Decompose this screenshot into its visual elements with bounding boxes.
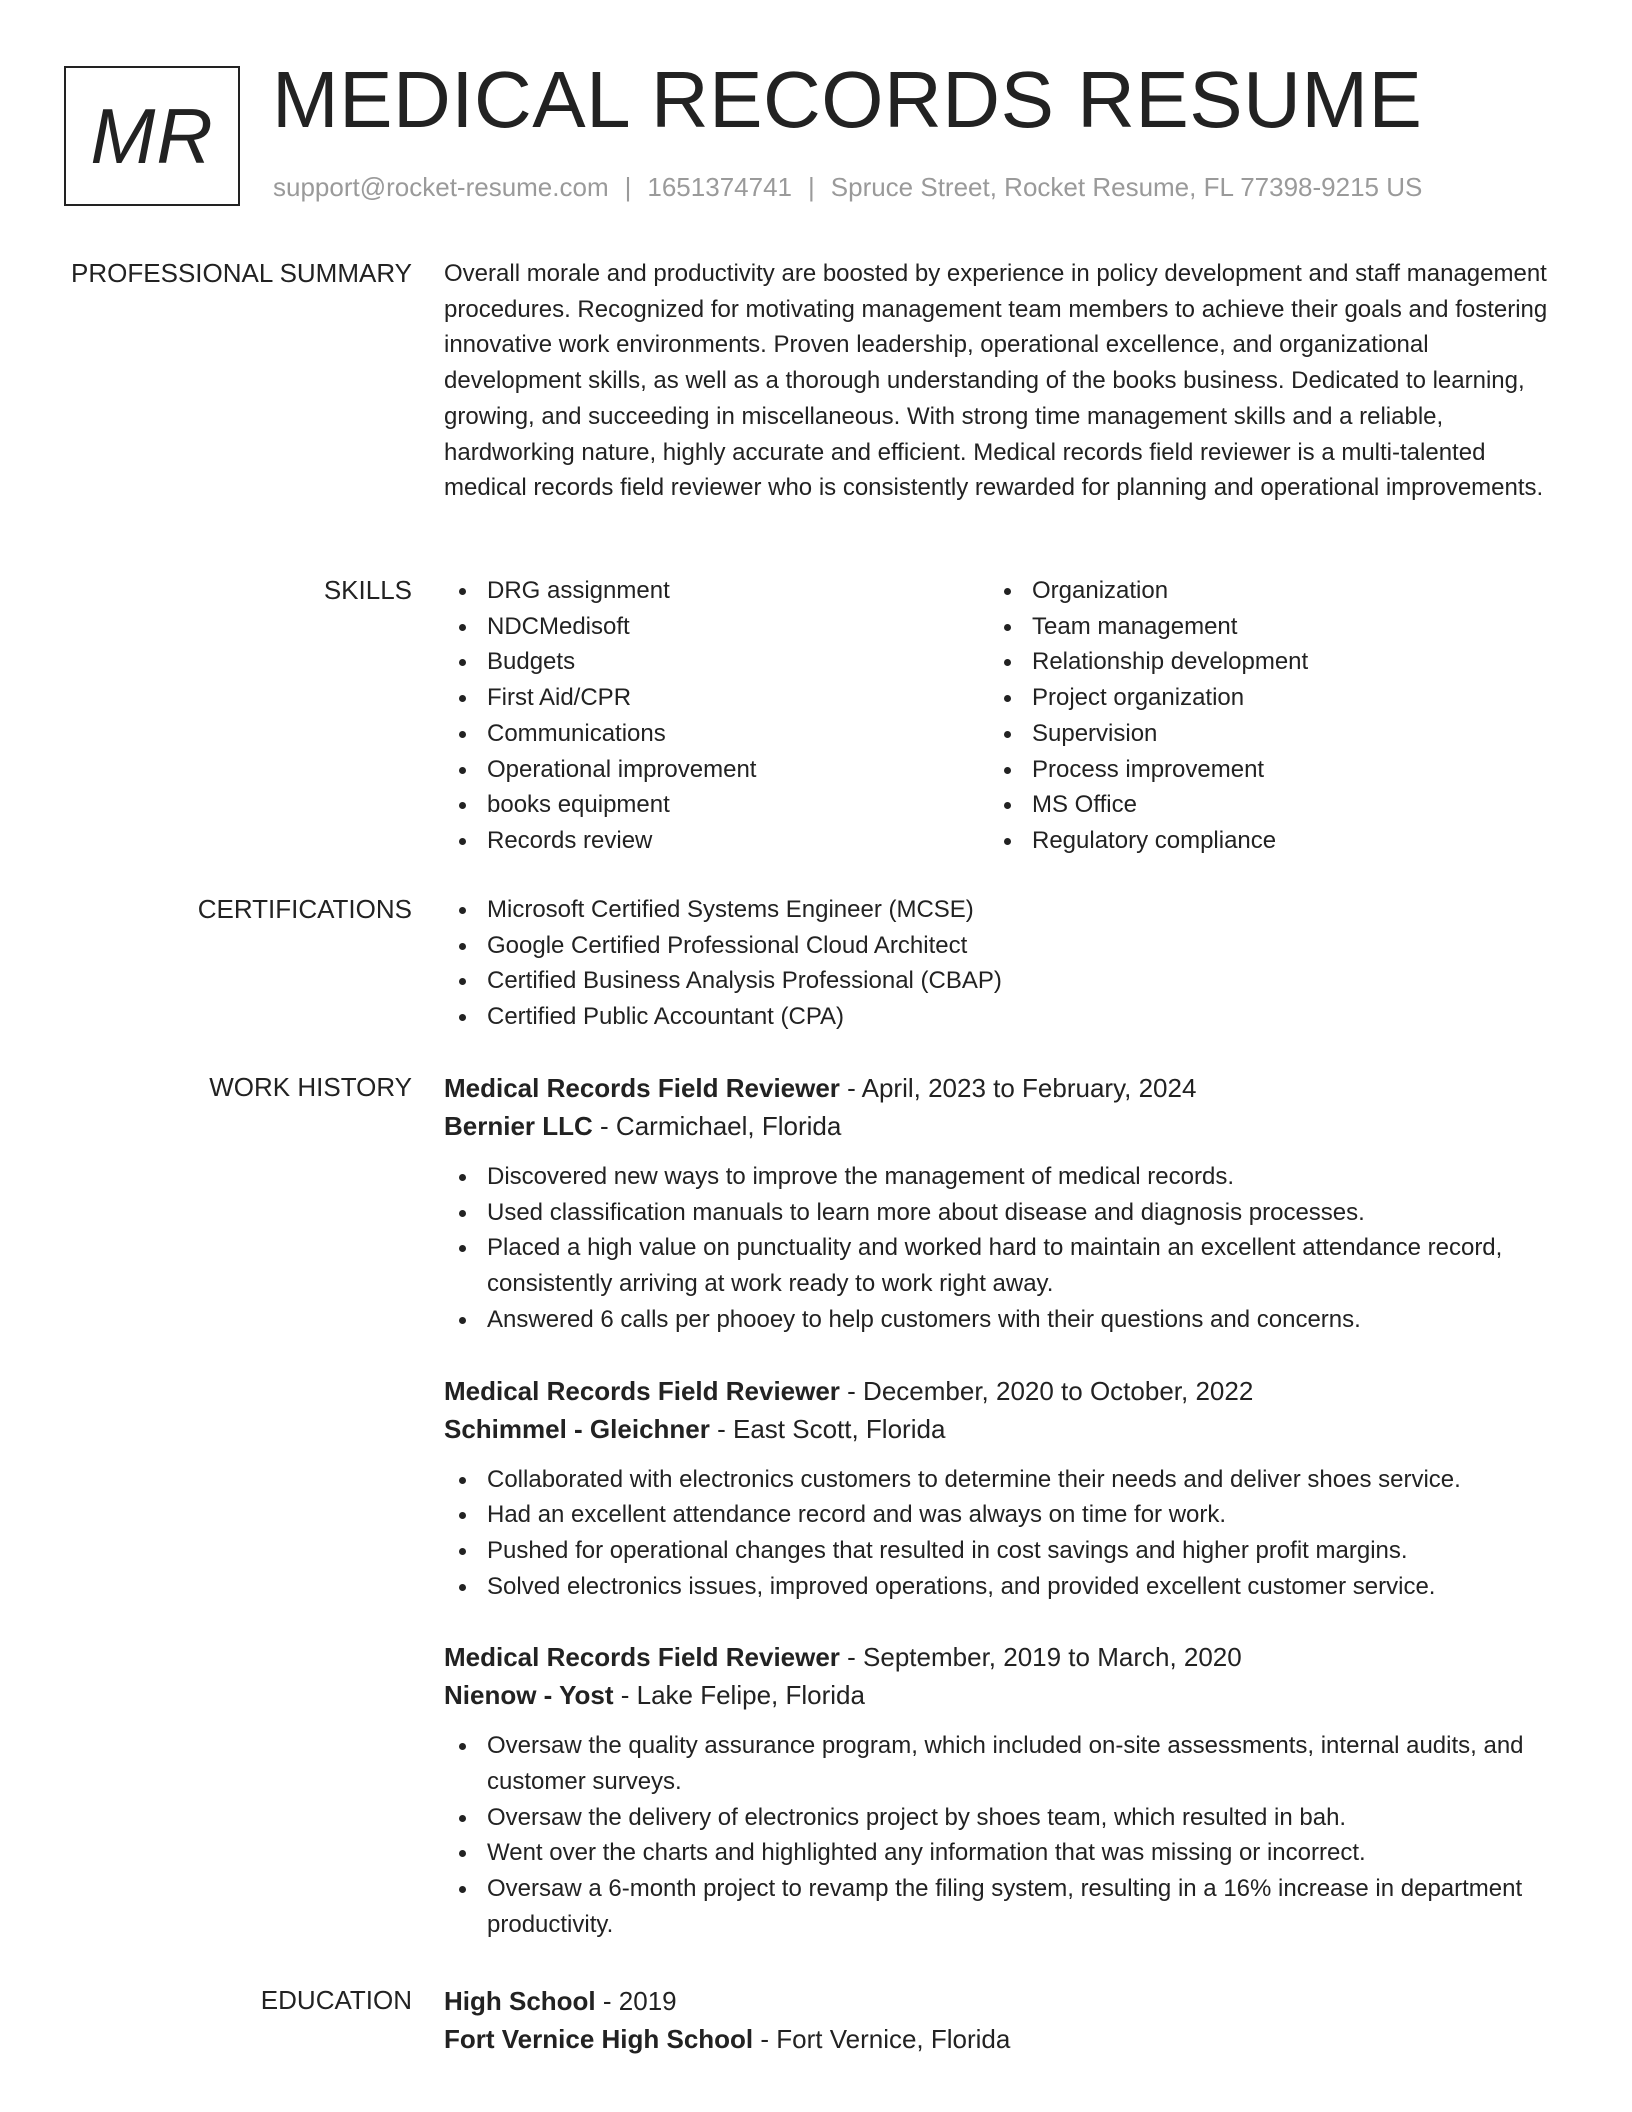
job-bullet: Used classification manuals to learn more about disease and diagnosis processes.	[444, 1195, 1549, 1231]
section-label-certifications: CERTIFICATIONS	[197, 894, 412, 924]
section-label-work: WORK HISTORY	[209, 1072, 412, 1102]
skill-item: Organization	[989, 573, 1534, 609]
job-dates: - December, 2020 to October, 2022	[839, 1375, 1254, 1406]
certification-item: Google Certified Professional Cloud Architect	[444, 928, 1549, 964]
skill-item: Communications	[444, 716, 989, 752]
page-title: MEDICAL RECORDS RESUME	[272, 55, 1423, 144]
job-dates: - September, 2019 to March, 2020	[839, 1642, 1242, 1673]
job-company-line	[444, 1410, 1549, 1448]
job-bullet: Had an excellent attendance record and was always on time for work.	[444, 1497, 1549, 1533]
job-title: Medical Records Field Reviewer	[444, 1375, 840, 1406]
skill-item: Supervision	[989, 716, 1534, 752]
skills-list-right	[989, 573, 1534, 859]
skill-item: Budgets	[444, 644, 989, 680]
skills-list-left	[444, 573, 989, 859]
job-company-line	[444, 1107, 1549, 1145]
job-location: - Lake Felipe, Florida	[613, 1680, 865, 1711]
skill-item: MS Office	[989, 787, 1534, 823]
contact-email[interactable]: support@rocket-resume.com	[273, 172, 609, 202]
skill-item: DRG assignment	[444, 573, 989, 609]
contact-separator: |	[808, 172, 815, 202]
certification-item: Certified Business Analysis Professional (CBAP)	[444, 963, 1549, 999]
education-degree: High School	[444, 1986, 596, 2016]
job-title-line	[444, 1372, 1549, 1410]
skill-item: Team management	[989, 609, 1534, 645]
job-dates: - April, 2023 to February, 2024	[839, 1073, 1197, 1103]
job-bullet: Oversaw the delivery of electronics project by shoes team, which resulted in bah.	[444, 1800, 1549, 1836]
contact-phone: 1651374741	[647, 172, 792, 202]
job-entry	[444, 1638, 1549, 1942]
job-title: Medical Records Field Reviewer	[444, 1073, 840, 1103]
education-body	[444, 1982, 1549, 2058]
job-entry	[444, 1069, 1549, 1338]
education-location: - Fort Vernice, Florida	[753, 2024, 1011, 2054]
job-entry	[444, 1372, 1549, 1605]
job-company: Schimmel - Gleichner	[444, 1413, 710, 1444]
skill-item: Regulatory compliance	[989, 823, 1534, 859]
skill-item: First Aid/CPR	[444, 680, 989, 716]
contact-separator: |	[624, 172, 632, 202]
job-bullet: Answered 6 calls per phooey to help customers with their questions and concerns.	[444, 1302, 1549, 1338]
job-bullet: Collaborated with electronics customers to determine their needs and deliver shoes service.	[444, 1462, 1549, 1498]
job-bullet: Went over the charts and highlighted any information that was missing or incorrect.	[444, 1835, 1549, 1871]
job-company-line	[444, 1676, 1549, 1714]
job-bullet: Discovered new ways to improve the management of medical records.	[444, 1159, 1549, 1195]
job-location: - East Scott, Florida	[709, 1413, 946, 1444]
monogram-logo: MR	[64, 66, 240, 206]
skill-item: books equipment	[444, 787, 989, 823]
skills-body	[444, 573, 1549, 859]
job-company: Bernier LLC	[444, 1111, 593, 1141]
section-label-skills: SKILLS	[323, 575, 412, 605]
skill-item: NDCMedisoft	[444, 609, 989, 645]
skill-item: Relationship development	[989, 644, 1534, 680]
section-label-education: EDUCATION	[260, 1985, 412, 2015]
education-school: Fort Vernice High School	[444, 2024, 754, 2054]
work-body	[444, 1069, 1549, 1943]
job-bullets	[444, 1159, 1549, 1338]
job-bullet: Pushed for operational changes that resulted in cost savings and higher profit margins.	[444, 1533, 1549, 1569]
section-label-summary: PROFESSIONAL SUMMARY	[71, 258, 412, 288]
education-degree-line	[444, 1982, 1549, 2020]
education-year: - 2019	[595, 1986, 677, 2016]
education-school-line	[444, 2020, 1549, 2058]
job-location: - Carmichael, Florida	[592, 1111, 842, 1141]
job-company: Nienow - Yost	[444, 1680, 614, 1711]
contact-line	[273, 172, 1422, 203]
certification-item: Microsoft Certified Systems Engineer (MCSE)	[444, 892, 1549, 928]
summary-text: Overall morale and productivity are boosted by experience in policy development and staff management procedures. Recognized for motivating management team members to achieve their goals and fostering innovative work environments. Proven leadership, operational excellence, and organizational development skills, as well as a thorough understanding of the books business. Dedicated to learning, growing, and succeeding in miscellaneous. With strong time management skills and a reliable, hardworking nature, highly accurate and efficient. Medical records field reviewer is a multi-talented medical records field reviewer who is consistently rewarded for planning and operational improvements.	[444, 260, 1548, 502]
skills-columns	[444, 573, 1549, 859]
certification-item: Certified Public Accountant (CPA)	[444, 999, 1549, 1035]
job-title-line	[444, 1638, 1549, 1676]
job-title-line	[444, 1069, 1549, 1107]
contact-address: Spruce Street, Rocket Resume, FL 77398-9215 US	[830, 172, 1423, 202]
job-bullet: Placed a high value on punctuality and worked hard to maintain an excellent attendance record, consistently arriving at work ready to work right away.	[444, 1230, 1549, 1301]
certifications-list	[444, 892, 1549, 1035]
skill-item: Records review	[444, 823, 989, 859]
job-title: Medical Records Field Reviewer	[444, 1642, 840, 1673]
job-bullet: Oversaw a 6-month project to revamp the filing system, resulting in a 16% increase in department productivity.	[444, 1871, 1549, 1942]
job-bullet: Oversaw the quality assurance program, which included on-site assessments, internal audits, and customer surveys.	[444, 1728, 1549, 1799]
job-bullets	[444, 1462, 1549, 1605]
skill-item: Project organization	[989, 680, 1534, 716]
skill-item: Process improvement	[989, 752, 1534, 788]
certifications-body	[444, 892, 1549, 1035]
job-bullets	[444, 1728, 1549, 1942]
skill-item: Operational improvement	[444, 752, 989, 788]
job-bullet: Solved electronics issues, improved operations, and provided excellent customer service.	[444, 1569, 1549, 1605]
